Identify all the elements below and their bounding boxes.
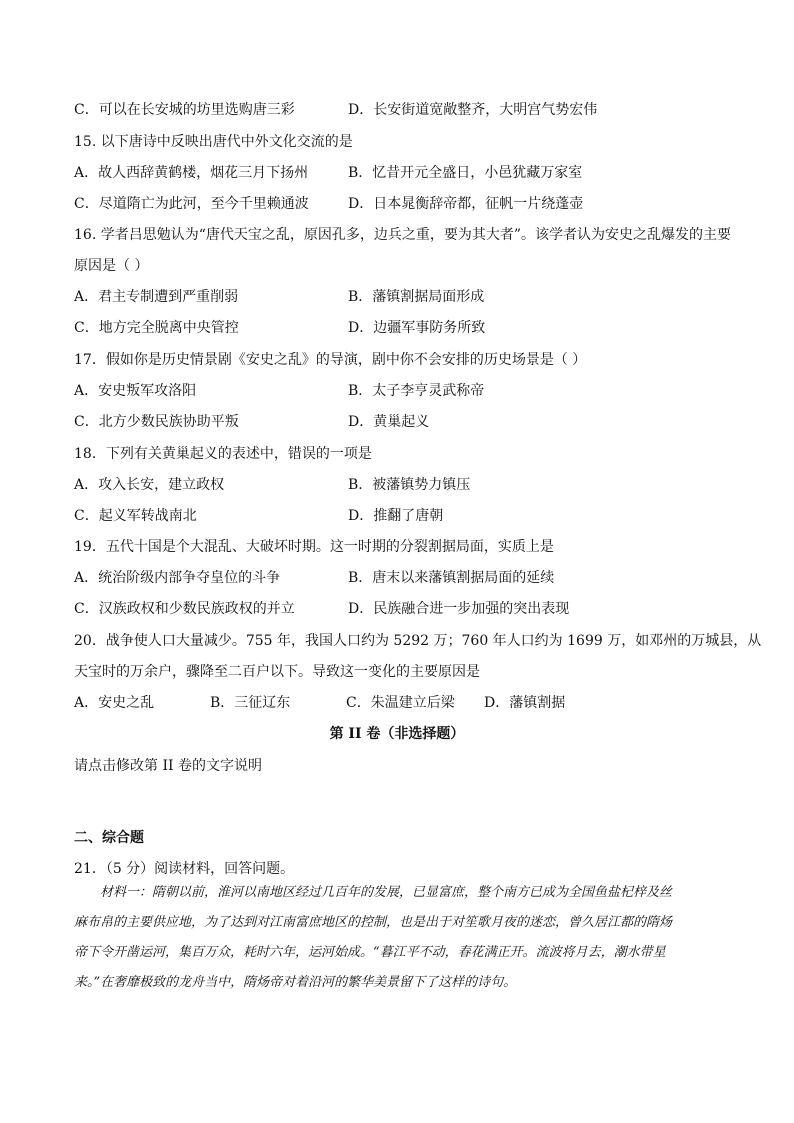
q17-option-b[interactable]: B．太子李亨灵武称帝 [348, 383, 485, 399]
q18-options-ab [74, 476, 734, 494]
q16-stem-line2: 原因是（ ） [74, 258, 149, 274]
q18-stem: 18．下列有关黄巢起义的表述中，错误的一项是 [74, 446, 372, 462]
q15-option-a[interactable]: A．故人西辞黄鹤楼，烟花三月下扬州 [74, 165, 309, 181]
q16-option-c[interactable]: C．地方完全脱离中央管控 [74, 320, 239, 336]
q15-options-ab [74, 164, 734, 182]
q20-stem-line1: 20．战争使人口大量减少。755 年，我国人口约为 5292 万；760 年人口约为 1699 万，如邓州的万城县，从 [74, 633, 762, 649]
q18-option-d[interactable]: D．推翻了唐朝 [348, 508, 444, 524]
q15-stem: 15. 以下唐诗中反映出唐代中外文化交流的是 [74, 134, 353, 150]
q20-stem-line2: 天宝时的万余户，骤降至二百户以下。导致这一变化的主要原因是 [74, 664, 480, 680]
q16-stem-line1: 16. 学者吕思勉认为“唐代天宝之乱，原因孔多，边兵之重，要为其大者”。该学者认为安史之乱爆发的主要 [74, 227, 732, 243]
q21-material-line3: 帝下令开凿运河，集百万众，耗时六年，运河始成。“暮江平不动，春花满正开。流波将月去，潮水带星 [74, 945, 666, 960]
q18-option-c[interactable]: C．起义军转战南北 [74, 508, 197, 524]
part2-note[interactable]: 请点击修改第 II 卷的文字说明 [74, 758, 262, 774]
q17-options-cd [74, 413, 734, 431]
q20-option-c[interactable]: C．朱温建立后梁 [346, 695, 455, 711]
q19-options-cd [74, 600, 734, 618]
q21-material-line4: 来。”在奢靡极致的龙舟当中，隋炀帝对着沿河的繁华美景留下了这样的诗句。 [74, 975, 517, 990]
q21-material-line2: 麻布帛的主要供应地，为了达到对江南富庶地区的控制，也是出于对笙歌月夜的迷恋，曾久居江都的隋炀 [74, 915, 673, 930]
q19-option-a[interactable]: A．统治阶级内部争夺皇位的斗争 [74, 570, 281, 586]
q20-option-d[interactable]: D．藩镇割据 [484, 695, 566, 711]
q17-options-ab [74, 382, 734, 400]
section2-heading: 二、综合题 [74, 830, 144, 846]
q21-material [74, 878, 724, 998]
q17-option-d[interactable]: D．黄巢起义 [348, 414, 430, 430]
q19-option-c[interactable]: C．汉族政权和少数民族政权的并立 [74, 601, 295, 617]
q16-option-a[interactable]: A．君主专制遭到严重削弱 [74, 289, 239, 305]
q16-options-ab [74, 288, 734, 306]
q20-option-a[interactable]: A．安史之乱 [74, 695, 155, 711]
q17-option-c[interactable]: C．北方少数民族协助平叛 [74, 414, 239, 430]
q19-option-b[interactable]: B．唐末以来藩镇割据局面的延续 [348, 570, 555, 586]
q15-options-cd [74, 195, 734, 213]
q17-stem: 17．假如你是历史情景剧《安史之乱》的导演，剧中你不会安排的历史场景是（ ） [74, 352, 587, 368]
q14-option-d[interactable]: D．长安街道宽敞整齐，大明宫气势宏伟 [348, 102, 598, 118]
q14-option-c[interactable]: C．可以在长安城的坊里选购唐三彩 [74, 102, 295, 118]
q18-option-a[interactable]: A．攻入长安，建立政权 [74, 477, 225, 493]
q19-options-ab [74, 569, 734, 587]
q16-options-cd [74, 319, 734, 337]
q16-option-d[interactable]: D．边疆军事防务所致 [348, 320, 486, 336]
q15-option-d[interactable]: D．日本晁衡辞帝都，征帆一片绕蓬壶 [348, 196, 584, 212]
q19-stem: 19．五代十国是个大混乱、大破坏时期。这一时期的分裂割据局面，实质上是 [74, 539, 554, 555]
q18-option-b[interactable]: B．被藩镇势力镇压 [348, 477, 471, 493]
q20-options [74, 694, 734, 712]
q21-stem: 21．（5 分）阅读材料，回答问题。 [74, 861, 295, 877]
q18-options-cd [74, 507, 734, 525]
q21-material-line1: 材料一：隋朝以前，淮河以南地区经过几百年的发展，已显富庶，整个南方已成为全国鱼盐杞梓及丝 [100, 885, 673, 900]
q16-option-b[interactable]: B．藩镇割据局面形成 [348, 289, 485, 305]
part2-title: 第 II 卷（非选择题） [329, 726, 465, 742]
q15-option-b[interactable]: B．忆昔开元全盛日，小邑犹藏万家室 [348, 165, 583, 181]
q15-option-c[interactable]: C．尽道隋亡为此河，至今千里赖通波 [74, 196, 309, 212]
q14-options-cd [74, 101, 734, 119]
q19-option-d[interactable]: D．民族融合进一步加强的突出表现 [348, 601, 570, 617]
q17-option-a[interactable]: A．安史叛军攻洛阳 [74, 383, 197, 399]
q20-option-b[interactable]: B．三征辽东 [210, 695, 291, 711]
